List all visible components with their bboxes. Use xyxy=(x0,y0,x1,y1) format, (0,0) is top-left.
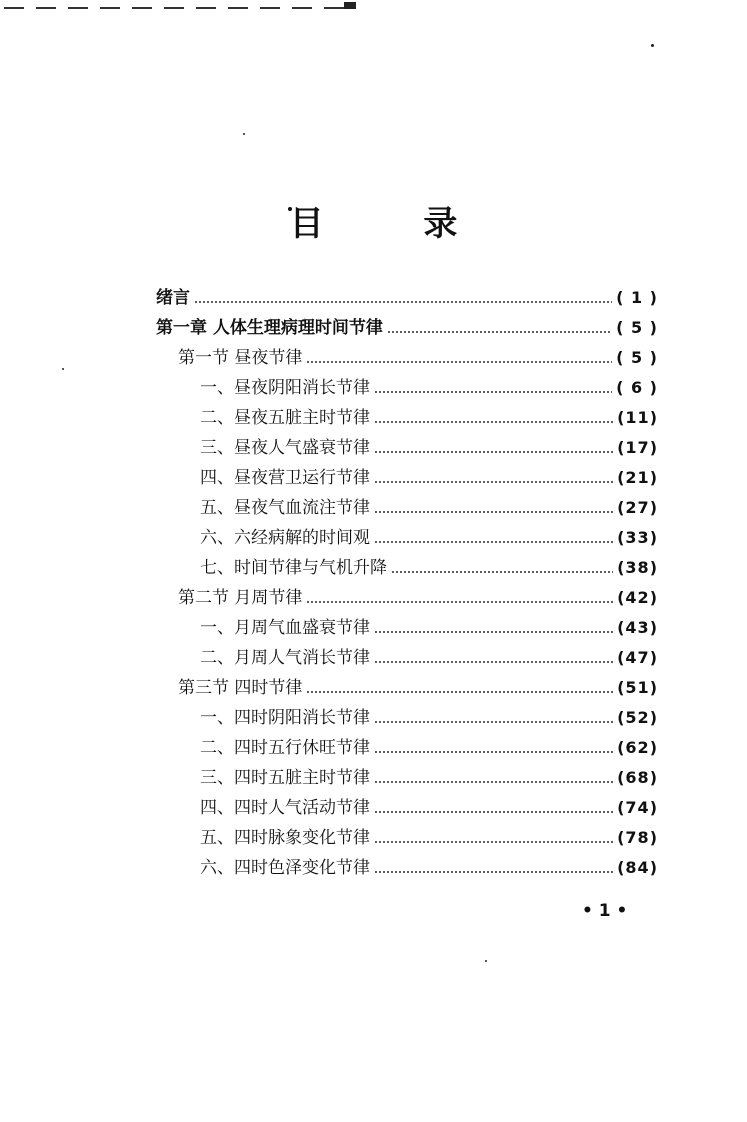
dot-leader xyxy=(374,481,613,483)
toc-entry-text: 二、昼夜五脏主时节律 xyxy=(200,408,370,428)
dot-leader xyxy=(194,301,612,303)
dot-leader xyxy=(374,451,613,453)
toc-entry-text: 四、四时人气活动节律 xyxy=(200,798,370,818)
dot-leader xyxy=(374,511,613,513)
toc-entry-page: ( 1 ) xyxy=(616,288,658,307)
toc-entry-text: 一、四时阴阳消长节律 xyxy=(200,708,370,728)
dot-leader xyxy=(374,721,613,723)
toc-entry-text: 第一节 昼夜节律 xyxy=(178,348,303,368)
toc-entry-text: 三、昼夜人气盛衰节律 xyxy=(200,438,370,458)
toc-entry[interactable] xyxy=(178,673,658,703)
toc-entry[interactable] xyxy=(156,283,658,313)
toc-entry-page: (17) xyxy=(617,438,658,457)
toc-entry-page: (78) xyxy=(617,828,658,847)
toc-entry-page: (21) xyxy=(617,468,658,487)
toc-entry-text: 七、时间节律与气机升降 xyxy=(200,558,387,578)
toc-entry-page: ( 5 ) xyxy=(616,318,658,337)
toc-entry-text: 一、月周气血盛衰节律 xyxy=(200,618,370,638)
toc-entry-page: (33) xyxy=(617,528,658,547)
toc-entry-text: 三、四时五脏主时节律 xyxy=(200,768,370,788)
dot-leader xyxy=(374,871,613,873)
toc-entry-page: (11) xyxy=(617,408,658,427)
toc-entry[interactable] xyxy=(200,433,658,463)
dot-leader xyxy=(374,751,613,753)
dot-leader xyxy=(306,691,613,693)
toc-entry-text: 第一章 人体生理病理时间节律 xyxy=(156,318,383,338)
toc-entry[interactable] xyxy=(200,403,658,433)
top-dashed-rule xyxy=(0,0,360,10)
scan-speck xyxy=(62,368,64,370)
toc-entry[interactable] xyxy=(200,643,658,673)
toc-entry-text: 五、昼夜气血流注节律 xyxy=(200,498,370,518)
toc-entry-text: 五、四时脉象变化节律 xyxy=(200,828,370,848)
toc-entry-text: 第三节 四时节律 xyxy=(178,678,303,698)
toc-entry-text: 第二节 月周节律 xyxy=(178,588,303,608)
toc-entry[interactable] xyxy=(178,583,658,613)
toc-entry[interactable] xyxy=(200,523,658,553)
dot-leader xyxy=(374,391,612,393)
toc-entry-page: (68) xyxy=(617,768,658,787)
dot-leader xyxy=(374,421,613,423)
scan-speck xyxy=(243,133,245,135)
toc-entry-page: (74) xyxy=(617,798,658,817)
toc-entry[interactable] xyxy=(200,763,658,793)
toc-entry[interactable] xyxy=(200,853,658,883)
toc-entry[interactable] xyxy=(200,613,658,643)
toc-entry[interactable] xyxy=(200,703,658,733)
toc-entry-page: (47) xyxy=(617,648,658,667)
toc-entry-page: (42) xyxy=(617,588,658,607)
dot-leader xyxy=(306,361,612,363)
toc-entry[interactable] xyxy=(156,313,658,343)
toc-entry-page: (51) xyxy=(617,678,658,697)
dot-leader xyxy=(306,601,613,603)
toc-entry-page: (62) xyxy=(617,738,658,757)
toc-entry-text: 绪言 xyxy=(156,288,190,308)
toc-entry-page: ( 5 ) xyxy=(616,348,658,367)
toc-entry-page: (84) xyxy=(617,858,658,877)
toc-entry[interactable] xyxy=(200,373,658,403)
dot-leader xyxy=(374,841,613,843)
toc-entry-page: (52) xyxy=(617,708,658,727)
toc-entry-page: ( 6 ) xyxy=(616,378,658,397)
toc-entry-text: 二、月周人气消长节律 xyxy=(200,648,370,668)
dot-leader xyxy=(374,781,613,783)
toc-entry[interactable] xyxy=(178,343,658,373)
toc-entry-text: 六、六经病解的时间观 xyxy=(200,528,370,548)
toc-entry-text: 二、四时五行休旺节律 xyxy=(200,738,370,758)
dot-leader xyxy=(374,811,613,813)
toc-entry[interactable] xyxy=(200,493,658,523)
dot-leader xyxy=(387,331,612,333)
toc-entry-text: 四、昼夜营卫运行节律 xyxy=(200,468,370,488)
toc-entry[interactable] xyxy=(200,823,658,853)
toc-entry[interactable] xyxy=(200,463,658,493)
toc-entry[interactable] xyxy=(200,793,658,823)
dot-leader xyxy=(374,631,613,633)
scan-speck xyxy=(651,44,654,47)
toc-entry[interactable] xyxy=(200,553,658,583)
toc-entry-page: (43) xyxy=(617,618,658,637)
page-title: 目 录 xyxy=(289,204,502,244)
toc-entry-page: (38) xyxy=(617,558,658,577)
toc-entry-text: 一、昼夜阴阳消长节律 xyxy=(200,378,370,398)
dot-leader xyxy=(374,661,613,663)
toc-entry-text: 六、四时色泽变化节律 xyxy=(200,858,370,878)
dot-leader xyxy=(391,571,613,573)
dot-leader xyxy=(374,541,613,543)
scan-speck xyxy=(485,960,487,962)
page-number: • 1 • xyxy=(582,901,628,921)
toc-entry[interactable] xyxy=(200,733,658,763)
toc-entry-page: (27) xyxy=(617,498,658,517)
